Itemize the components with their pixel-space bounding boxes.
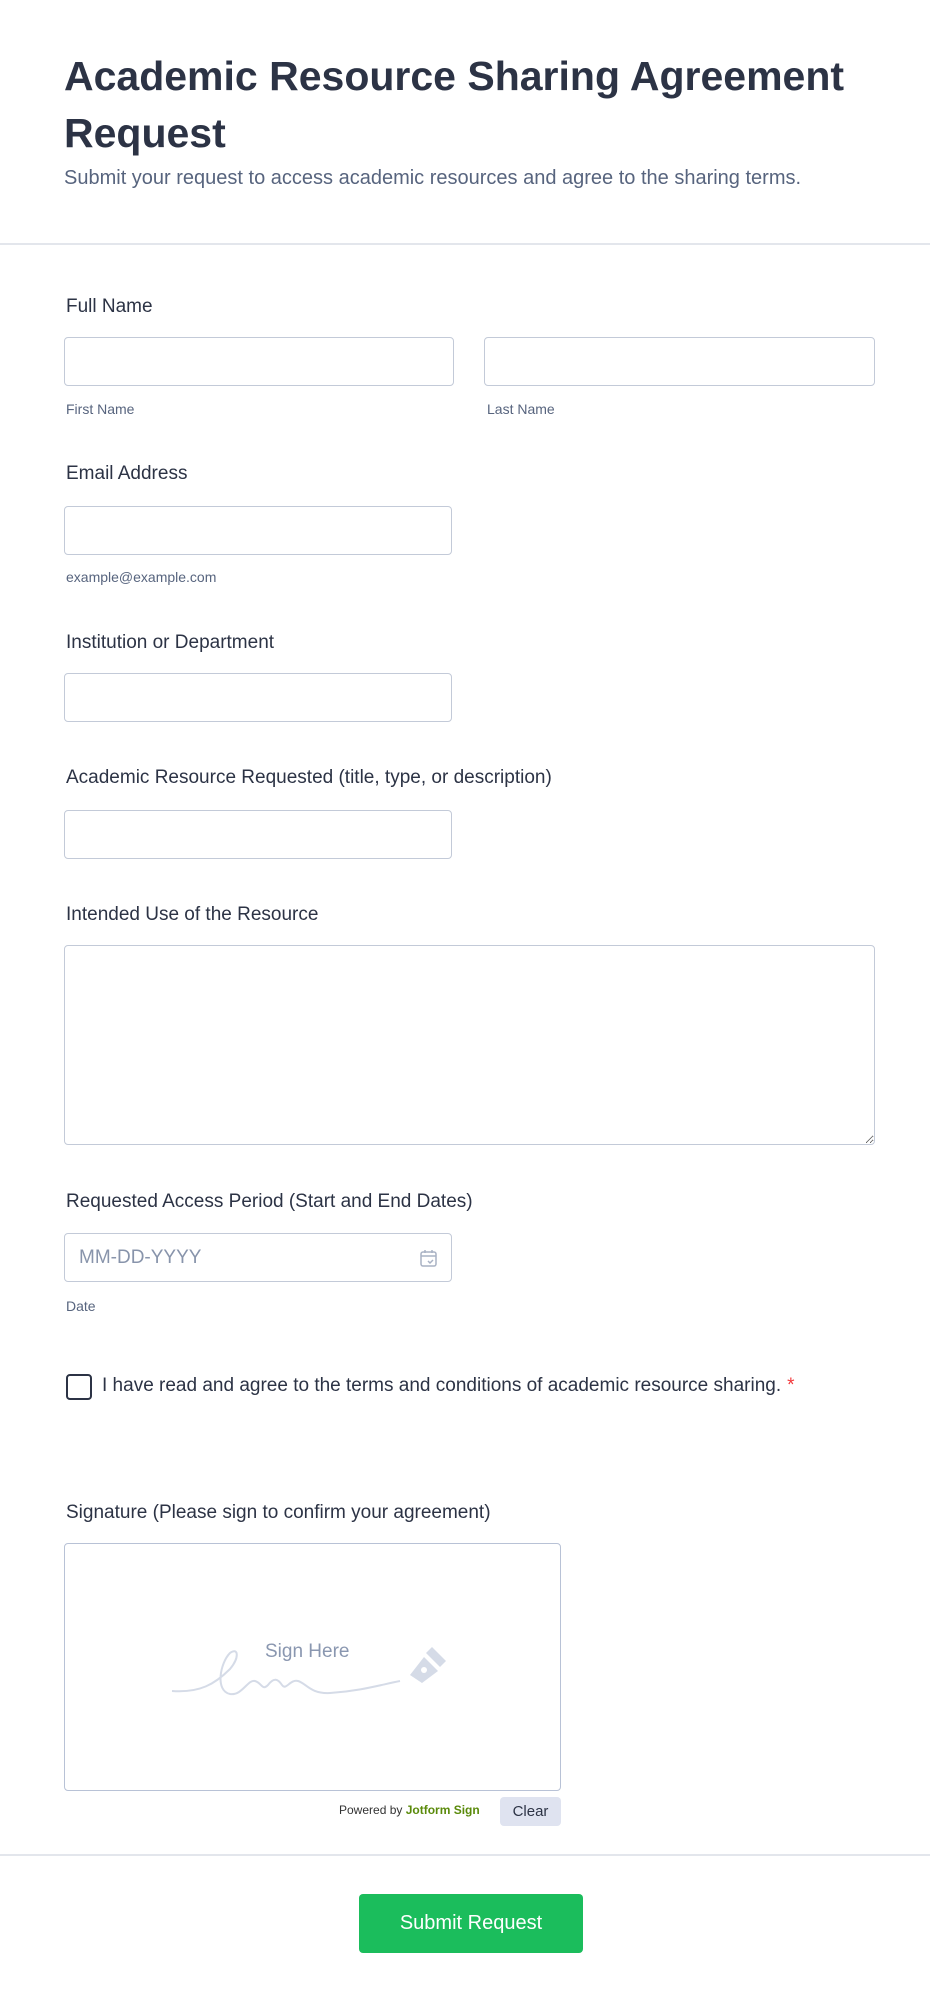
date-placeholder: MM-DD-YYYY — [79, 1247, 202, 1268]
last-name-sublabel: Last Name — [487, 401, 555, 417]
intended-use-label: Intended Use of the Resource — [66, 904, 319, 925]
agreement-checkbox[interactable] — [66, 1374, 92, 1400]
last-name-input[interactable] — [484, 337, 875, 386]
institution-input[interactable] — [64, 673, 452, 722]
signature-label: Signature (Please sign to confirm your agreement) — [66, 1502, 491, 1523]
footer-divider — [0, 1854, 930, 1856]
jotform-sign-brand: Jotform Sign — [405, 1803, 480, 1817]
clear-signature-button[interactable]: Clear — [500, 1797, 561, 1826]
date-input[interactable] — [64, 1233, 452, 1282]
email-sublabel: example@example.com — [66, 569, 217, 585]
resource-input[interactable] — [64, 810, 452, 859]
powered-by-text: Powered by — [339, 1803, 403, 1817]
signature-squiggle-icon — [170, 1639, 470, 1699]
page-subtitle: Submit your request to access academic resources and agree to the sharing terms. — [64, 167, 802, 189]
date-sublabel: Date — [66, 1298, 96, 1314]
signature-pad[interactable] — [64, 1543, 561, 1791]
agreement-label — [64, 1372, 824, 1400]
header-divider — [0, 243, 930, 245]
email-input[interactable] — [64, 506, 452, 555]
calendar-icon[interactable] — [419, 1248, 439, 1268]
institution-label: Institution or Department — [66, 632, 275, 653]
intended-use-textarea[interactable] — [64, 945, 875, 1145]
first-name-sublabel: First Name — [66, 401, 135, 417]
agreement-text: I have read and agree to the terms and conditions of academic resource sharing. — [102, 1375, 782, 1396]
access-period-label: Requested Access Period (Start and End Dates) — [66, 1191, 473, 1212]
resource-label: Academic Resource Requested (title, type, or description) — [66, 767, 552, 788]
full-name-label: Full Name — [66, 296, 153, 317]
first-name-input[interactable] — [64, 337, 454, 386]
required-mark: * — [787, 1375, 795, 1396]
sign-here-placeholder: Sign Here — [265, 1641, 350, 1662]
submit-button[interactable]: Submit Request — [359, 1894, 583, 1953]
powered-by — [339, 1803, 480, 1817]
email-label: Email Address — [66, 463, 188, 484]
page-title: Academic Resource Sharing Agreement Request — [64, 53, 845, 156]
